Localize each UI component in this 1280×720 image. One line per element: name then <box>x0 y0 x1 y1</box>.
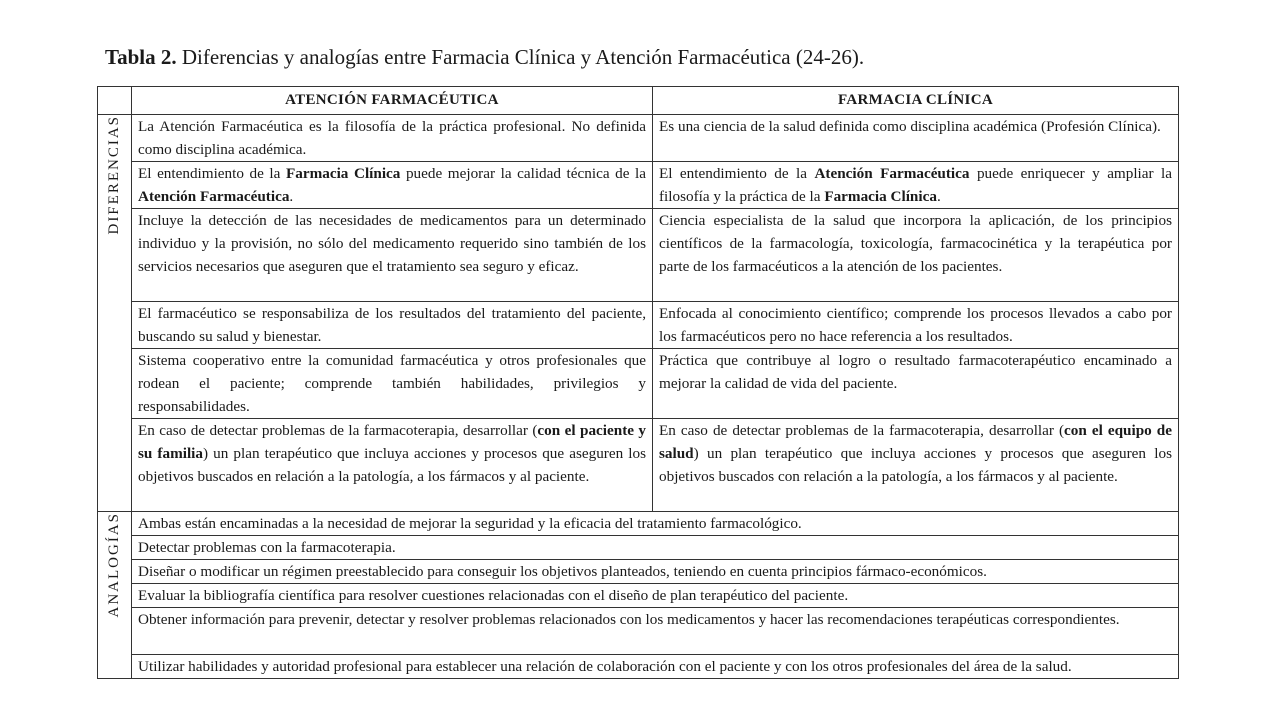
cell-text: En caso de detectar problemas de la farmacoterapia, desarrollar ( <box>138 422 538 439</box>
table-row <box>98 655 1179 679</box>
cell-bold-text: Atención Farmacéutica <box>138 188 290 205</box>
header-atencion-farmaceutica: ATENCIÓN FARMACÉUTICA <box>132 87 653 115</box>
af-cell: La Atención Farmacéutica es la filosofía de la práctica profesional. No definida como disciplina académica. <box>132 115 653 162</box>
caption-text: Diferencias y analogías entre Farmacia Clínica y Atención Farmacéutica (24-26). <box>176 45 865 69</box>
differences-label-text: DIFERENCIAS <box>106 115 122 235</box>
cell-bold-text: Farmacia Clínica <box>824 188 937 205</box>
fc-cell: Práctica que contribuye al logro o resultado farmacoterapéutico encaminado a mejorar la calidad de vida del paciente. <box>653 349 1179 419</box>
header-row <box>98 87 1179 115</box>
af-cell <box>132 419 653 512</box>
fc-cell: Ciencia especialista de la salud que incorpora la aplicación, de los principios científicos de la farmacología, toxicología, farmacocinética y la terapéutica por parte de los farmacéuticos a la atención de los pacientes. <box>653 209 1179 302</box>
table-row <box>98 115 1179 162</box>
cell-text: puede enriquecer y ampliar la filosofía y la práctica de la <box>659 165 1172 205</box>
analogy-cell: Obtener información para prevenir, detectar y resolver problemas relacionados con los medicamentos y hacer las recomendaciones terapéuticas correspondientes. <box>132 608 1179 655</box>
differences-section-label <box>98 115 132 512</box>
analogy-cell: Detectar problemas con la farmacoterapia. <box>132 536 1179 560</box>
analogy-cell: Utilizar habilidades y autoridad profesional para establecer una relación de colaboración con el paciente y con los otros profesionales del área de la salud. <box>132 655 1179 679</box>
table-row <box>98 209 1179 302</box>
fc-cell: Es una ciencia de la salud definida como disciplina académica (Profesión Clínica). <box>653 115 1179 162</box>
fc-cell <box>653 162 1179 209</box>
table-row <box>98 560 1179 584</box>
table-row <box>98 162 1179 209</box>
cell-bold-text: Atención Farmacéutica <box>814 165 970 182</box>
table-row <box>98 584 1179 608</box>
af-cell: El farmacéutico se responsabiliza de los resultados del tratamiento del paciente, buscando su salud y bienestar. <box>132 302 653 349</box>
table-row <box>98 536 1179 560</box>
comparison-table <box>97 86 1179 679</box>
cell-text: El entendimiento de la <box>659 165 815 182</box>
analogies-section-label <box>98 512 132 679</box>
fc-cell <box>653 419 1179 512</box>
af-cell: Incluye la detección de las necesidades de medicamentos para un determinado individuo y la provisión, no sólo del medicamento requerido sino también de los servicios necesarios que aseguren que el tratamiento sea seguro y eficaz. <box>132 209 653 302</box>
cell-bold-text: Farmacia Clínica <box>285 165 401 182</box>
header-farmacia-clinica: FARMACIA CLÍNICA <box>653 87 1179 115</box>
af-cell <box>132 162 653 209</box>
table-row <box>98 608 1179 655</box>
table-caption <box>105 44 864 70</box>
analogies-label-text: ANALOGÍAS <box>106 512 122 618</box>
table-row <box>98 349 1179 419</box>
cell-text: ) un plan terapéutico que incluya acciones y procesos que aseguren los objetivos buscados con relación a la patología, a los fármacos y al paciente. <box>659 445 1172 485</box>
table-row <box>98 419 1179 512</box>
cell-text: puede mejorar la calidad técnica de la <box>400 165 646 182</box>
cell-text: El entendimiento de la <box>138 165 286 182</box>
cell-text: ) un plan terapéutico que incluya acciones y procesos que aseguren los objetivos buscados en relación a la patología, a los fármacos y al paciente. <box>138 445 646 485</box>
cell-bold-text: con el equipo de salud <box>659 422 1172 462</box>
analogy-cell: Ambas están encaminadas a la necesidad de mejorar la seguridad y la eficacia del tratamiento farmacológico. <box>132 512 1179 536</box>
cell-text: . <box>936 188 941 205</box>
cell-bold-text: con el paciente y su familia <box>138 422 646 462</box>
af-cell: Sistema cooperativo entre la comunidad farmacéutica y otros profesionales que rodean el paciente; comprende también habilidades, privilegios y responsabilidades. <box>132 349 653 419</box>
table-row <box>98 302 1179 349</box>
header-corner <box>98 87 132 115</box>
analogy-cell: Evaluar la bibliografía científica para resolver cuestiones relacionadas con el diseño de plan terapéutico del paciente. <box>132 584 1179 608</box>
caption-label: Tabla 2. <box>105 45 177 69</box>
fc-cell: Enfocada al conocimiento científico; comprende los procesos llevados a cabo por los farmacéuticos pero no hace referencia a los resultados. <box>653 302 1179 349</box>
cell-text: En caso de detectar problemas de la farmacoterapia, desarrollar ( <box>659 422 1065 439</box>
analogy-cell: Diseñar o modificar un régimen preestablecido para conseguir los objetivos planteados, teniendo en cuenta principios fármaco-económicos. <box>132 560 1179 584</box>
table-row <box>98 512 1179 536</box>
cell-text: . <box>289 188 294 205</box>
